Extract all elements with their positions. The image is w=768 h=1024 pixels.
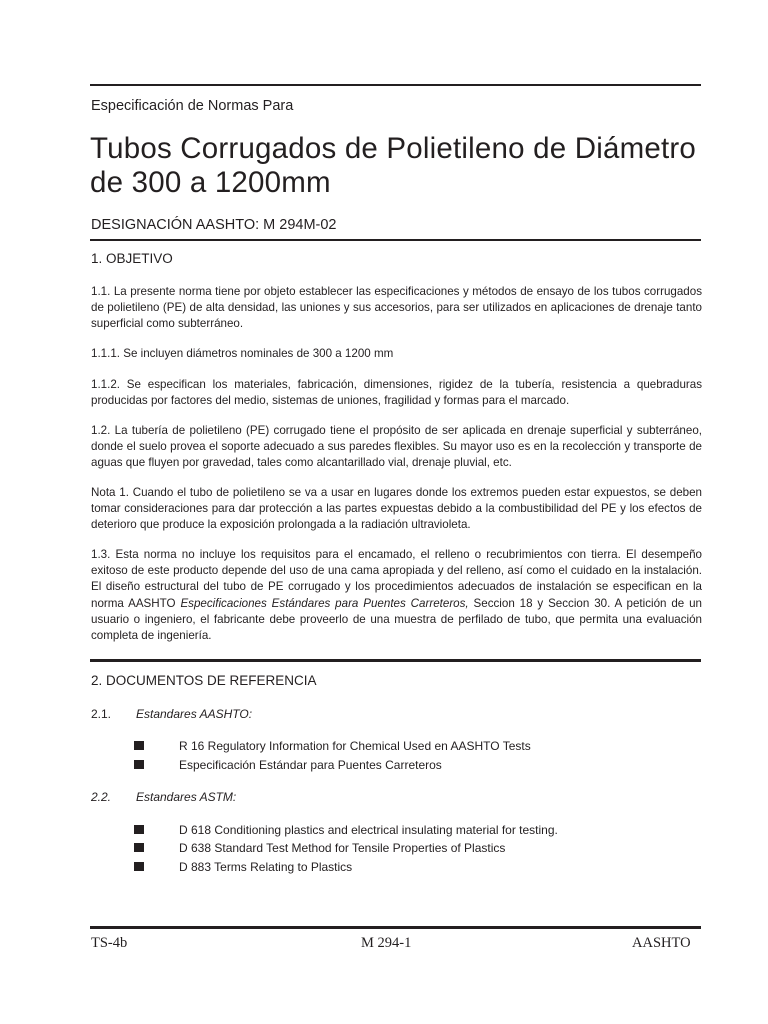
paragraph-1-3-text-b: Seccion 18 y Seccion 30. A petición de un usuario o ingeniero, el fabricante debe proveerlo de una muestra de perfilado de tubo, que permita una evaluación completa de ingeniería. (91, 596, 702, 643)
reference-item: R 16 Regulatory Information for Chemical Used en AASHTO Tests (179, 739, 531, 753)
bullet-icon (134, 825, 144, 834)
paragraph-1-1-1: 1.1.1. Se incluyen diámetros nominales de 300 a 1200 mm (91, 347, 394, 360)
reference-item: Especificación Estándar para Puentes Carreteros (179, 758, 442, 772)
paragraph-1-3 (91, 547, 702, 644)
top-rule (90, 84, 701, 86)
note-1: Nota 1. Cuando el tubo de polietileno se va a usar en lugares donde los extremos pueden estar expuestos, se deben tomar consideraciones para dar protección a las partes expuestas debido a la combustibilidad del PE y los efectos de deterioro que produce la exposición prolongada a la radiación ultravioleta. (91, 486, 702, 532)
footer-rule (90, 926, 701, 929)
subsection-2-2-title: Estandares ASTM: (136, 790, 237, 804)
document-pretitle: Especificación de Normas Para (91, 98, 294, 114)
designation-rule (90, 239, 701, 241)
bullet-icon (134, 760, 144, 769)
bullet-icon (134, 843, 144, 852)
section2-rule (90, 659, 701, 662)
section1-heading: 1. OBJETIVO (91, 251, 173, 266)
subsection-2-2-number: 2.2. (91, 790, 112, 804)
paragraph-1-1-2: 1.1.2. Se especifican los materiales, fabricación, dimensiones, rigidez de la tubería, resistencia a quebraduras producidas por factores del medio, sistemas de uniones, fragilidad y formas para el marcado. (91, 378, 702, 408)
subsection-2-1-title: Estandares AASHTO: (136, 707, 253, 721)
reference-item: D 883 Terms Relating to Plastics (179, 860, 353, 874)
section2-heading: 2. DOCUMENTOS DE REFERENCIA (91, 673, 317, 688)
paragraph-1-1: 1.1. La presente norma tiene por objeto establecer las especificaciones y métodos de ensayo de los tubos corrugados de polietileno (PE) de alta densidad, las uniones y sus accesorios, para ser utilizados en aplicaciones de drenaje tanto superficial como subterráneo. (91, 285, 702, 331)
reference-item: D 618 Conditioning plastics and electrical insulating material for testing. (179, 823, 558, 837)
paragraph-1-3-italic: Especificaciones Estándares para Puentes Carreteros, (180, 596, 469, 610)
bullet-icon (134, 741, 144, 750)
paragraph-1-2: 1.2. La tubería de polietileno (PE) corrugado tiene el propósito de ser aplicada en drenaje superficial y subterráneo, donde el suelo provea el soporte adecuado a sus paredes flexibles. Su mayor uso es en la recolección y transporte de aguas que fluyen por gravedad, tales como alcantarillado vial, drenaje pluvial, etc. (91, 424, 702, 470)
footer-center: M 294-1 (361, 935, 412, 951)
designation: DESIGNACIÓN AASHTO: M 294M-02 (91, 217, 337, 233)
paragraph-1-3-text-a: 1.3. Esta norma no incluye los requisitos para el encamado, el relleno o recubrimientos con tierra. El desempeño exitoso de este producto depende del uso de una cama apropiada y del relleno, así como el cuidado en la instalación. El diseño estructural del tubo de PE corrugado y los procedimientos adecuados de instalación se especifican en la norma AASHTO (91, 548, 702, 610)
footer-left: TS-4b (91, 935, 128, 951)
bullet-icon (134, 862, 144, 871)
subsection-2-1-number: 2.1. (91, 707, 112, 721)
document-title: Tubos Corrugados de Polietileno de Diámetro de 300 a 1200mm (90, 132, 697, 199)
footer-right: AASHTO (632, 935, 691, 951)
reference-item: D 638 Standard Test Method for Tensile Properties of Plastics (179, 841, 506, 855)
